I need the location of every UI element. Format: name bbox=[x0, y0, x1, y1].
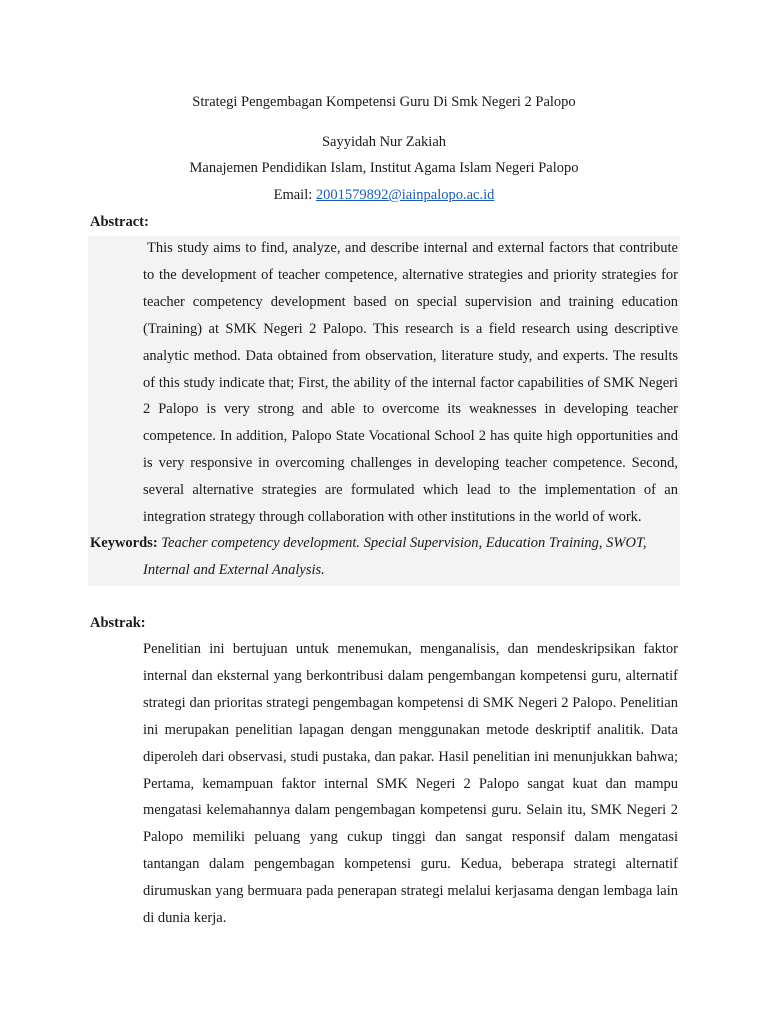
author-email-line bbox=[0, 186, 768, 204]
abstract-text: This study aims to find, analyze, and describe internal and external factors that contribute to the development of teacher competence, alternative strategies and priority strategies for teacher competency development based on special supervision and training education (Training) at SMK Negeri 2 Palopo. This research is a field research using descriptive analytic method. Data obtained from observation, literature study, and experts. The results of this study indicate that; First, the ability of the internal factor capabilities of SMK Negeri 2 Palopo is very strong and able to overcome its weaknesses in developing teacher competence. In addition, Palopo State Vocational School 2 has quite high opportunities and is very responsive in overcoming challenges in developing teacher competence. Second, several alternative strategies are formulated which lead to the implementation of an integration strategy through collaboration with other institutions in the world of work. bbox=[143, 240, 678, 526]
abstrak-heading: Abstrak: bbox=[90, 615, 146, 631]
keywords-line-1: Teacher competency development. Special Supervision, Education Training, SWOT, bbox=[161, 535, 647, 551]
email-label: Email: bbox=[273, 187, 316, 203]
keywords-line-2: Internal and External Analysis. bbox=[143, 561, 325, 578]
paper-title: Strategi Pengembagan Kompetensi Guru Di Smk Negeri 2 Palopo bbox=[192, 94, 576, 110]
author-affiliation: Manajemen Pendidikan Islam, Institut Agama Islam Negeri Palopo bbox=[189, 160, 579, 176]
abstrak-text: Penelitian ini bertujuan untuk menemukan, menganalisis, dan mendeskripsikan faktor internal dan eksternal yang berkontribusi dalam pengembangan kompetensi guru, alternatif strategi dan prioritas strategi pengembagan kompetensi di SMK Negeri 2 Palopo. Penelitian ini merupakan penelitian lapagan dengan menggunakan metode deskriptif analitik. Data diperoleh dari observasi, studi pustaka, dan pakar. Hasil penelitian ini menunjukkan bahwa; Pertama, kemampuan faktor internal SMK Negeri 2 Palopo sangat kuat dan mampu mengatasi kelemahannya dalam pengembagan kompetensi guru. Selain itu, SMK Negeri 2 Palopo memiliki peluang yang cukup tinggi dan sangat responsif dalam mengatasi tantangan dalam pengembagan kompetensi guru. Kedua, beberapa strategi alternatif dirumuskan yang bermuara pada penerapan strategi melalui kerjasama dengan lembaga lain di dunia kerja. bbox=[143, 641, 678, 927]
keywords-label: Keywords: bbox=[90, 535, 158, 551]
email-link[interactable]: 2001579892@iainpalopo.ac.id bbox=[315, 187, 495, 203]
abstract-heading: Abstract: bbox=[90, 214, 149, 230]
author-name: Sayyidah Nur Zakiah bbox=[321, 134, 447, 150]
keywords bbox=[90, 530, 678, 584]
